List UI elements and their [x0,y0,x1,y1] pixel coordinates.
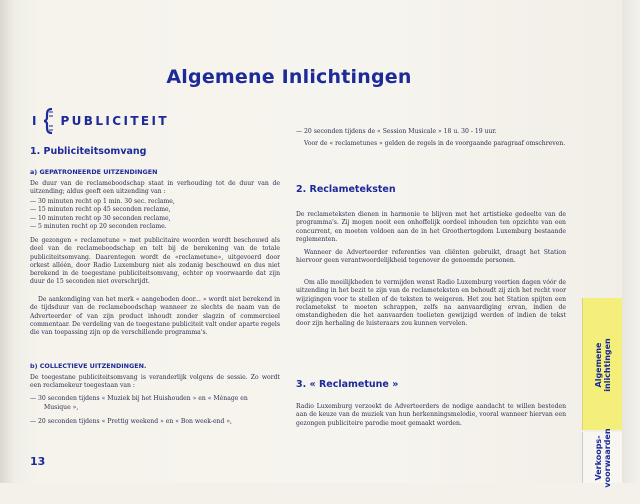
para-referenties: Wanneer de Adverteerder referenties van cliënten gebruikt, draagt het Station hiervoor geen verantwoordelijkheid tegenover de genoemde personen. [296,249,566,265]
para-moeilijkheden: Om alle moeilijkheden te vermijden wenst Radio Luxemburg veertien dagen vóór de uitzending in het bezit te zijn van de reclameteksten en behoudt zij zich het recht voor wijzigingen voor te stellen of de teksten te weigeren. Het zou het Station spijten een reclametekst te moeten schrappen, zelfs na aanvaardiging ervan, indien de omstandigheden die het aanvaarden toelieten gewijzigd werden of indien de tekst door zijn herhaling de luisteraars zou kunnen vervelen. [296,279,566,328]
para-harmonie: De reclameteksten dienen in harmonie te blijven met het artistieke gedeelte van de programma's. Zij mogen nooit een onhoffelijk oordeel inhouden ten opzichte van een concurrent, en moeten voldoen aan de in het Groothertogdom Luxemburg bestaande reglementen. [296,211,566,243]
page-edge [622,0,640,483]
para-muziekkeuze: Radio Luxemburg verzoekt de Adverteerders de nodige aandacht te willen besteden aan de keuze van de muziek van hun herkenningsmelodie, vooral wanneer hiervan een gezongen publiciteire parodie moet gemaakt worden. [296,403,566,427]
list-durations [30,198,175,231]
line-session-musicale: — 20 seconden tijdens de « Session Musicale » 18 u. 30 - 19 uur. [296,128,497,135]
section-roman-numeral: I [32,114,37,128]
tab-label-line: inlichtingen [603,338,612,392]
para-voor: Voor de « reclametunes » gelden de regels in de voorgaande paragraaf omschreven. [304,140,566,147]
tab-label-line: Algemene [594,342,603,388]
para-reclametune-rule: De gezongen « reclametune » met publicitaire woorden wordt beschouwd als deel van de reclameboodschap en telt bij de berekening van de totale publiciteitsomvang. Daarentegen wordt de «reclametune», uitgevoerd door orkest alléén, door Radio Luxemburg niet als zodanig beschouwd en dus niet berekend in de toegestane publiciteitsomvang, echter op voorwaarde dat zijn duur de 15 seconden niet overschrijdt. [30,237,280,286]
line-huishouden-cont: Musique », [44,404,79,411]
section-name: PUBLICITEIT [60,114,169,128]
tab-algemene-inlichtingen[interactable] [582,298,623,430]
list-item: — 30 minuten recht op 1 min. 30 sec. reclame, [30,198,175,205]
heading-publiciteitsomvang: 1. Publiciteitsomvang [30,146,147,157]
list-item: — 10 minuten recht op 30 seconden reclame, [30,214,171,222]
tab-label [594,319,612,411]
page-number: 13 [30,455,46,468]
heading-reclameteksten: 2. Reclameteksten [296,184,396,195]
para-aankondiging: De aankondiging van het merk « aangeboden door... » wordt niet berekend in de tijdsduur van de reclameboodschap wanneer ze slechts de naam van de Adverteerder of van zijn product inhoudt zonder slagzin of commercieel commentaar. De verdeling van de toegestane publiciteit valt onder aparte regels die van toepassing zijn op de verschillende programma's. [30,296,280,337]
heading-collectieve: b) COLLECTIEVE UITZENDINGEN. [30,362,147,370]
heading-gepatroneerde: a) GEPATRONEERDE UITZENDINGEN [30,168,158,176]
heading-reclametune: 3. « Reclametune » [296,379,399,390]
tab-label-line: Verkoops- [594,435,603,481]
list-item: — 5 minuten recht op 20 seconden reclame. [30,222,167,230]
tab-label [594,412,612,504]
page-title: Algemene Inlichtingen [166,66,412,88]
tab-verkoopsvoorwaarden[interactable] [582,428,623,488]
line-weekend: — 20 seconden tijdens « Prettig weekend » en « Bon week-end », [30,418,232,425]
bracket-ornament-icon [44,108,54,134]
list-item: — 15 minuten recht op 45 seconden reclame, [30,206,171,214]
tab-label-line: voorwaarden [603,428,612,488]
para-a-intro: De duur van de reclameboodschap staat in verhouding tot de duur van de uitzending; aldus geeft een uitzending van : [30,180,280,196]
section-header [32,108,169,134]
para-b-intro: De toegestane publiciteitsomvang is veranderlijk volgens de sessie. Zo wordt een reclamekeur toegestaan van : [30,374,280,390]
line-huishouden: — 30 seconden tijdens « Muziek bij het Huishouden » en « Ménage en [30,395,248,402]
